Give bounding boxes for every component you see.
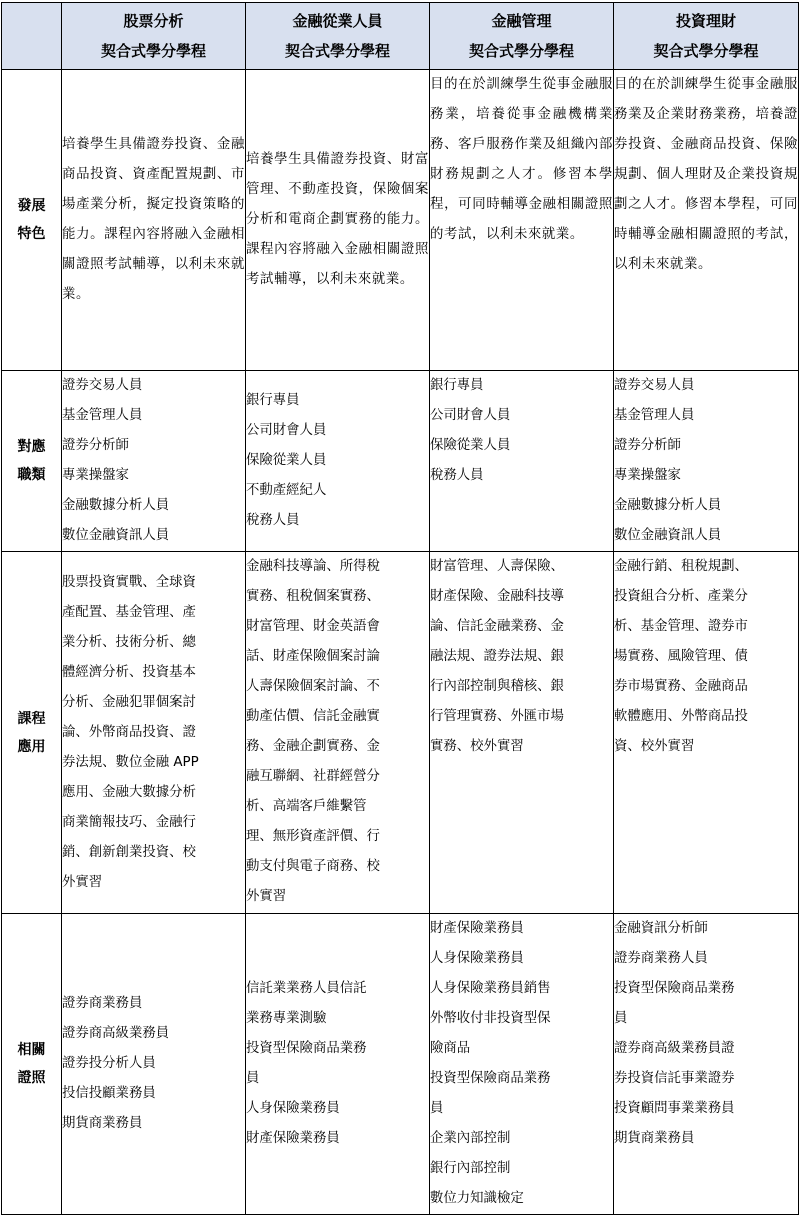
certs-cell-investment	[614, 914, 799, 1215]
column-header-finance-practitioner	[246, 3, 430, 70]
list-item: 證券商高級業務員	[62, 1026, 170, 1041]
features-cell-stock-analysis: 培養學生具備證券投資、金融商品投資、資產配置規劃、市場產業分析，擬定投資策略的能力。課程內容將融入金融相關證照考試輔導，以利未來就業。	[62, 70, 246, 371]
list-item: 險商品	[430, 1041, 471, 1056]
list-item: 證券商高級業務員證	[614, 1041, 735, 1056]
list-item: 外實習	[62, 874, 103, 890]
list-item: 財產保險業務員	[246, 1131, 340, 1146]
courses-cell-investment	[614, 552, 799, 914]
column-header-financial-management	[430, 3, 614, 70]
column-subtitle: 契合式學分學程	[284, 42, 390, 60]
header-row	[2, 3, 799, 70]
features-cell-investment: 目的在於訓練學生從事金融服務業及企業財務業務，培養證券投資、金融商品投資、保險規劃、個人理財及企業投資規劃之人才。修習本學程，可同時輔導金融相關證照的考試，以利未來就業。	[614, 70, 799, 371]
list-item: 論、信託金融業務、金	[430, 619, 564, 634]
list-item: 銀行內部控制	[430, 1161, 511, 1176]
list-item: 投資型保險商品業務	[614, 981, 735, 996]
list-item: 融互聯網、社群經營分	[246, 769, 380, 784]
list-item: 動支付與電子商務、校	[246, 859, 380, 874]
list-item: 金融資訊分析師	[614, 921, 708, 936]
features-cell-financial-management: 目的在於訓練學生從事金融服務業，培養從事金融機構業務、客戶服務作業及組織內部財務規劃之人才。修習本學程，可同時輔導金融相關證照的考試，以利未來就業。	[430, 70, 614, 371]
list-item: 析、高端客戶維繫管	[246, 799, 367, 814]
list-item: 金融行銷、租稅規劃、	[614, 559, 748, 574]
list-item: 財富管理、人壽保險、	[430, 559, 564, 574]
list-item: 企業內部控制	[430, 1131, 511, 1146]
list-item: 保險從業人員	[246, 453, 327, 468]
column-title: 投資理財	[675, 12, 736, 30]
list-item: 證券商業務人員	[614, 951, 708, 966]
list-item: 期貨商業務員	[614, 1131, 695, 1146]
jobs-cell-stock-analysis	[62, 371, 246, 552]
list-item: 專業操盤家	[614, 468, 681, 483]
list-item: 券法規、數位金融 APP	[62, 754, 199, 770]
row-label-line: 應用	[17, 738, 46, 755]
list-item: 專業操盤家	[62, 468, 129, 483]
list-item: 保險從業人員	[430, 438, 511, 453]
row-header-courses	[2, 552, 62, 914]
courses-row	[2, 552, 799, 914]
list-item: 軟體應用、外幣商品投	[614, 709, 748, 724]
list-item: 基金管理人員	[614, 408, 695, 423]
list-item: 產配置、基金管理、產	[62, 604, 196, 620]
list-item: 數位金融資訊人員	[614, 528, 722, 543]
list-item: 金融科技導論、所得稅	[246, 559, 380, 574]
jobs-row	[2, 371, 799, 552]
list-item: 投資組合分析、產業分	[614, 589, 748, 604]
list-item: 行內部控制與稽核、銀	[430, 679, 564, 694]
features-row	[2, 70, 799, 371]
list-item: 理、無形資產評價、行	[246, 829, 380, 844]
jobs-cell-investment	[614, 371, 799, 552]
list-item: 稅務人員	[246, 513, 300, 528]
courses-cell-financial-management	[430, 552, 614, 914]
list-item: 金融數據分析人員	[62, 498, 170, 513]
list-item: 稅務人員	[430, 468, 484, 483]
list-item: 人壽保險個案討論、不	[246, 679, 380, 694]
column-title: 金融管理	[491, 12, 552, 30]
list-item: 銀行專員	[430, 378, 484, 393]
row-label-line: 職類	[17, 467, 46, 483]
list-item: 公司財會人員	[246, 423, 327, 438]
list-item: 人身保險業務員銷售	[430, 981, 551, 996]
row-header-certs	[2, 914, 62, 1215]
list-item: 析、基金管理、證券市	[614, 619, 748, 634]
list-item: 投資型保險商品業務	[430, 1071, 551, 1086]
list-item: 話、財產保險個案討論	[246, 649, 380, 664]
row-label-line: 發展	[17, 198, 46, 214]
list-item: 券市場實務、金融商品	[614, 679, 748, 694]
courses-cell-finance-practitioner	[246, 552, 430, 914]
list-item: 場實務、風險管理、債	[614, 649, 748, 664]
row-label-line: 特色	[17, 226, 46, 242]
list-item: 股票投資實戰、全球資	[62, 574, 196, 590]
list-item: 投資顧問事業業務員	[614, 1101, 735, 1116]
list-item: 人身保險業務員	[246, 1101, 340, 1116]
list-item: 投資型保險商品業務	[246, 1041, 367, 1056]
column-title: 股票分析	[123, 12, 184, 30]
certs-cell-financial-management	[430, 914, 614, 1215]
list-item: 外實習	[246, 889, 287, 904]
list-item: 期貨商業務員	[62, 1116, 143, 1131]
column-subtitle: 契合式學分學程	[468, 42, 574, 60]
row-label-line: 相關	[17, 1042, 46, 1058]
jobs-cell-finance-practitioner	[246, 371, 430, 552]
list-item: 行管理實務、外匯市場	[430, 709, 564, 724]
list-item: 券投資信託事業證券	[614, 1071, 735, 1086]
list-item: 數位金融資訊人員	[62, 528, 170, 543]
column-title: 金融從業人員	[292, 12, 383, 30]
list-item: 商業簡報技巧、金融行	[62, 814, 196, 830]
corner-cell	[2, 3, 62, 70]
list-item: 信託業業務人員信託	[246, 981, 367, 996]
list-item: 應用、金融大數據分析	[62, 784, 196, 800]
list-item: 證券商業務員	[62, 996, 143, 1011]
list-item: 實務、租稅個案實務、	[246, 589, 380, 604]
list-item: 外幣收付非投資型保	[430, 1011, 551, 1026]
list-item: 員	[430, 1101, 444, 1116]
row-header-features	[2, 70, 62, 371]
column-header-investment	[614, 3, 799, 70]
list-item: 銀行專員	[246, 393, 300, 408]
certs-row	[2, 914, 799, 1215]
list-item: 人身保險業務員	[430, 951, 524, 966]
list-item: 金融數據分析人員	[614, 498, 722, 513]
jobs-cell-financial-management	[430, 371, 614, 552]
list-item: 分析、金融犯罪個案討	[62, 694, 196, 710]
list-item: 務、金融企劃實務、金	[246, 739, 380, 754]
column-subtitle: 契合式學分學程	[100, 42, 206, 60]
list-item: 證券投分析人員	[62, 1056, 156, 1071]
list-item: 基金管理人員	[62, 408, 143, 423]
column-subtitle: 契合式學分學程	[653, 42, 759, 60]
list-item: 動產估價、信託金融實	[246, 709, 380, 724]
list-item: 業務專業測驗	[246, 1011, 327, 1026]
list-item: 投信投顧業務員	[62, 1086, 156, 1101]
list-item: 員	[246, 1071, 260, 1086]
list-item: 證券分析師	[614, 438, 681, 453]
list-item: 銷、創新創業投資、校	[62, 844, 196, 860]
row-header-jobs	[2, 371, 62, 552]
list-item: 公司財會人員	[430, 408, 511, 423]
list-item: 體經濟分析、投資基本	[62, 664, 196, 680]
features-cell-finance-practitioner: 培養學生具備證券投資、財富管理、不動產投資，保險個案分析和電商企劃實務的能力。課程內容將融入金融相關證照考試輔導，以利未來就業。	[246, 70, 430, 371]
list-item: 資、校外實習	[614, 739, 695, 754]
list-item: 財產保險業務員	[430, 921, 524, 936]
row-label-line: 證照	[17, 1070, 46, 1086]
row-label-line: 課程	[17, 710, 46, 727]
list-item: 業分析、技術分析、總	[62, 634, 196, 650]
list-item: 員	[614, 1011, 628, 1026]
list-item: 證券交易人員	[614, 378, 695, 393]
list-item: 不動產經紀人	[246, 483, 327, 498]
list-item: 證券分析師	[62, 438, 129, 453]
list-item: 數位力知識檢定	[430, 1191, 524, 1206]
list-item: 財產保險、金融科技導	[430, 589, 564, 604]
list-item: 實務、校外實習	[430, 739, 524, 754]
column-header-stock-analysis	[62, 3, 246, 70]
list-item: 論、外幣商品投資、證	[62, 724, 196, 740]
list-item: 證券交易人員	[62, 378, 143, 393]
certs-cell-finance-practitioner	[246, 914, 430, 1215]
list-item: 融法規、證券法規、銀	[430, 649, 564, 664]
certs-cell-stock-analysis	[62, 914, 246, 1215]
courses-cell-stock-analysis	[62, 552, 246, 914]
row-label-line: 對應	[17, 439, 46, 455]
list-item: 財富管理、財金英語會	[246, 619, 380, 634]
program-table	[1, 2, 799, 1215]
